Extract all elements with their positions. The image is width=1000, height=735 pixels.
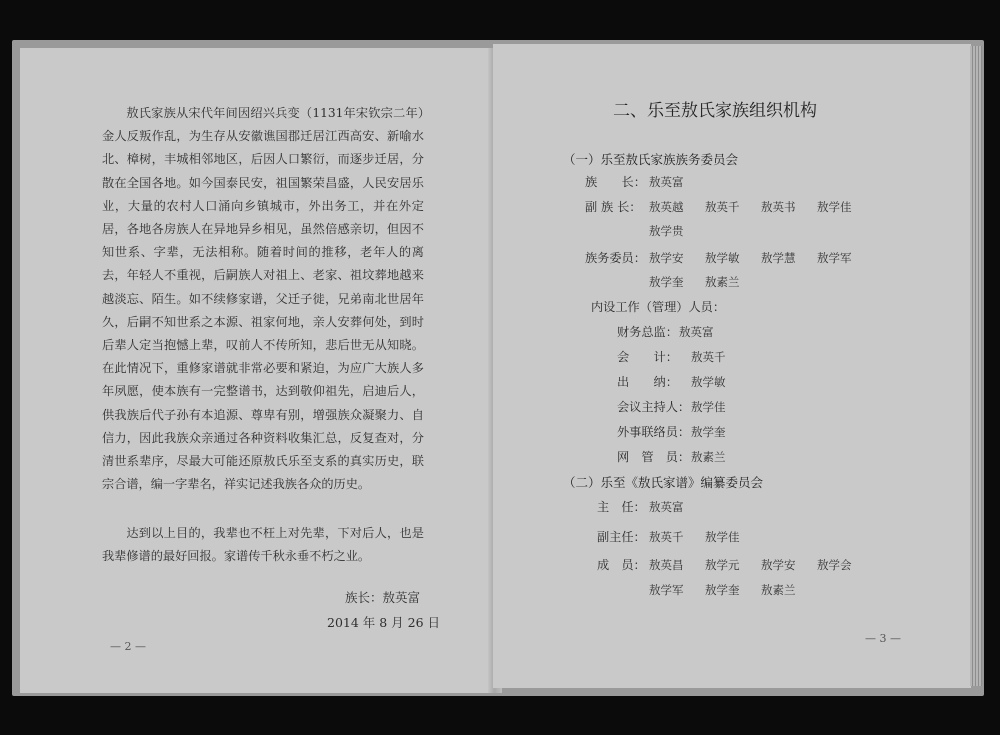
person-name: 敖学奎 — [649, 275, 684, 289]
person-name: 敖学佳 — [705, 530, 740, 544]
staff-name — [691, 424, 747, 440]
signature: 族长：敖英富 — [345, 590, 421, 605]
person-name: 敖学敏 — [705, 251, 740, 265]
open-book — [12, 40, 984, 696]
person-name: 敖学会 — [817, 558, 852, 572]
staff-label: 会 计： — [617, 350, 678, 364]
committee-names-row2 — [649, 274, 761, 290]
person-name: 敖学慧 — [761, 251, 796, 265]
vice-director-names — [649, 529, 761, 545]
person-name: 敖英富 — [649, 500, 684, 514]
staff-name — [691, 449, 747, 465]
person-name: 敖英书 — [761, 200, 796, 214]
internal-staff-heading: 内设工作（管理）人员： — [591, 300, 726, 314]
person-name: 敖学贵 — [649, 224, 684, 238]
staff-name — [691, 349, 747, 365]
clan-head-names — [649, 174, 705, 190]
deputy-names-row2 — [649, 223, 705, 239]
page-edges — [970, 46, 982, 686]
person-name: 敖学奎 — [691, 425, 726, 439]
person-name: 敖学敏 — [691, 375, 726, 389]
section-heading-committee: （一）乐至敖氏家族族务委员会 — [563, 152, 739, 167]
left-page — [20, 48, 492, 693]
director-names — [649, 499, 705, 515]
person-name: 敖学元 — [705, 558, 740, 572]
date: 2014 年 8 月 26 日 — [327, 615, 441, 630]
page-number-right: — 3 — — [865, 632, 901, 645]
staff-label: 会议主持人： — [617, 400, 691, 414]
deputy-label: 副 族 长： — [585, 200, 642, 214]
person-name: 敖学佳 — [691, 400, 726, 414]
members-row1 — [649, 557, 873, 573]
members-row2 — [649, 582, 817, 598]
person-name: 敖学安 — [761, 558, 796, 572]
person-name: 敖英千 — [649, 530, 684, 544]
person-name: 敖英千 — [705, 200, 740, 214]
committee-label: 族务委员： — [585, 251, 646, 265]
right-page — [493, 44, 971, 688]
clan-head-label: 族 长： — [585, 175, 646, 189]
person-name: 敖英越 — [649, 200, 684, 214]
staff-name — [691, 399, 747, 415]
person-name: 敖学奎 — [705, 583, 740, 597]
preface-paragraph-1: 敖氏家族从宋代年间因绍兴兵变（1131年宋钦宗二年）金人反叛作乱，为生存从安徽谯国郡迁居江西高安、新喻水北、樟树，丰城相邻地区，后因人口繁衍，而逐步迁居，分散在全国各地。如今国泰民安，祖国繁荣昌盛，人民安居乐业，大量的农村人口涌向乡镇城市，外出务工，并在外定居，各地各房族人在异地异乡相见，虽然倍感亲切，但因不知世系、字辈，无法相称。随着时间的推移，老年人的离去，年轻人不重视，后嗣族人对祖上、老家、祖坟葬地越来越淡忘、陌生。如不续修家谱，父迁子徙，兄弟南北世居年久，后嗣不知世系之本源、祖家何地，亲人安葬何处，到时后辈人定当抱憾上辈，叹前人不传所知，悲后世无从知晓。在此情况下，重修家谱就非常必要和紧迫，为应广大族人多年夙愿，使本族有一完整谱书，达到敬仰祖先，启迪后人，供我族后代子孙有本追源、尊卑有别，增强族众凝聚力、自信力，因此我族众亲通过各种资料收集汇总，反复查对，分清世系辈序，尽最大可能还原敖氏乐至支系的真实历史，联宗合谱，编一字辈名，祥实记述我族各众的历史。 — [102, 106, 424, 492]
person-name: 敖学安 — [649, 251, 684, 265]
staff-name — [691, 374, 747, 390]
members-label: 成 员： — [597, 558, 646, 572]
deputy-names-row1 — [649, 199, 873, 215]
preface-paragraph-2: 达到以上目的，我辈也不枉上对先辈，下对后人，也是我辈修谱的最好回报。家谱传千秋永垂不朽之业。 — [102, 526, 424, 564]
page-number-left: — 2 — — [110, 640, 146, 653]
person-name: 敖学军 — [649, 583, 684, 597]
person-name: 敖英千 — [691, 350, 726, 364]
person-name: 敖英富 — [679, 325, 714, 339]
person-name: 敖素兰 — [691, 450, 726, 464]
staff-label: 网 管 员： — [617, 450, 691, 464]
person-name: 敖素兰 — [705, 275, 740, 289]
page-title: 二、乐至敖氏家族组织机构 — [613, 101, 817, 121]
staff-name — [679, 324, 735, 340]
vice-director-label: 副主任： — [597, 530, 646, 544]
person-name: 敖素兰 — [761, 583, 796, 597]
person-name: 敖英昌 — [649, 558, 684, 572]
person-name: 敖英富 — [649, 175, 684, 189]
committee-names-row1 — [649, 250, 873, 266]
person-name: 敖学军 — [817, 251, 852, 265]
director-label: 主 任： — [597, 500, 646, 514]
staff-label: 外事联络员： — [617, 425, 691, 439]
staff-label: 财务总监： — [617, 325, 678, 339]
section-heading-editorial: （二）乐至《敖氏家谱》编纂委员会 — [563, 475, 764, 490]
staff-label: 出 纳： — [617, 375, 678, 389]
person-name: 敖学佳 — [817, 200, 852, 214]
